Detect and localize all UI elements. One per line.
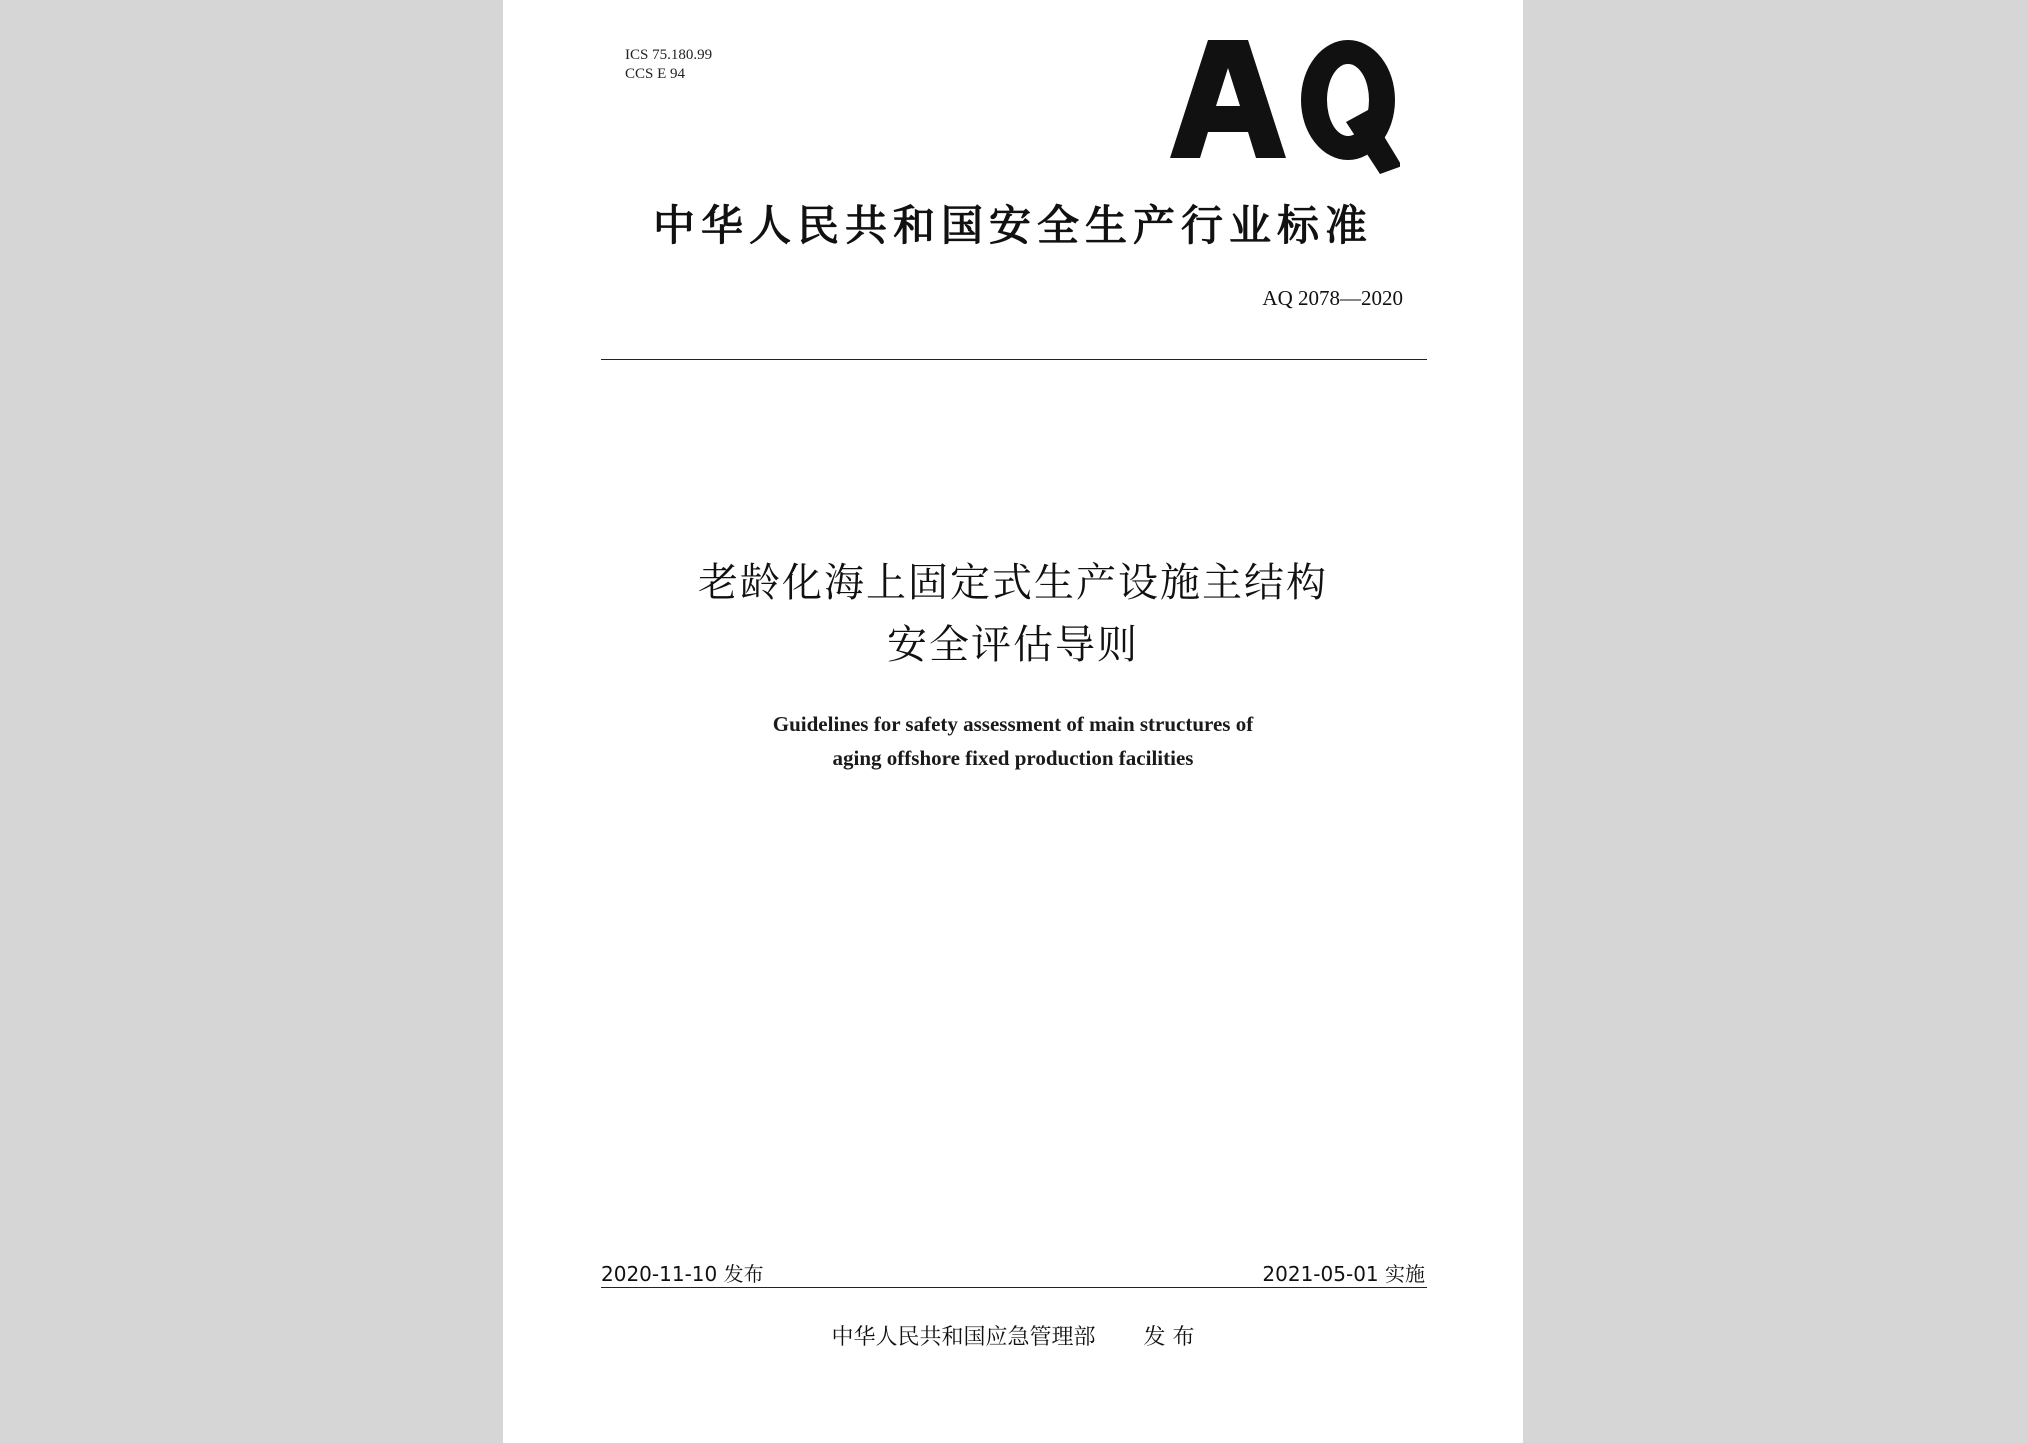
- implementation-date: 2021-05-01 实施: [1262, 1262, 1425, 1286]
- english-title-line-2: aging offshore fixed production facilities: [832, 746, 1194, 770]
- aq-logo-letter-q: [1301, 40, 1400, 174]
- standard-number: AQ 2078—2020: [1262, 286, 1403, 310]
- english-title: [503, 707, 1523, 775]
- ics-code: ICS 75.180.99: [625, 47, 713, 63]
- aq-logo-letter-a: [1170, 40, 1286, 158]
- top-divider: [601, 359, 1427, 360]
- chinese-title-line-1: 老龄化海上固定式生产设施主结构: [698, 560, 1328, 606]
- bottom-divider: [601, 1287, 1427, 1288]
- issue-date: 2020-11-10 发布: [601, 1262, 764, 1286]
- chinese-title: [503, 552, 1523, 676]
- classification-codes: [625, 46, 712, 84]
- aq-logo: [1170, 40, 1400, 175]
- publisher-line: [503, 1320, 1523, 1351]
- document-page: [503, 0, 1523, 1443]
- chinese-title-line-2: 安全评估导则: [887, 622, 1139, 668]
- ccs-code: CCS E 94: [625, 66, 686, 82]
- industry-standard-heading: 中华人民共和国安全生产行业标准: [652, 201, 1373, 250]
- english-title-line-1: Guidelines for safety assessment of main structures of: [772, 712, 1254, 736]
- publish-action: 发 布: [1143, 1325, 1195, 1350]
- publisher-name: 中华人民共和国应急管理部: [831, 1325, 1096, 1350]
